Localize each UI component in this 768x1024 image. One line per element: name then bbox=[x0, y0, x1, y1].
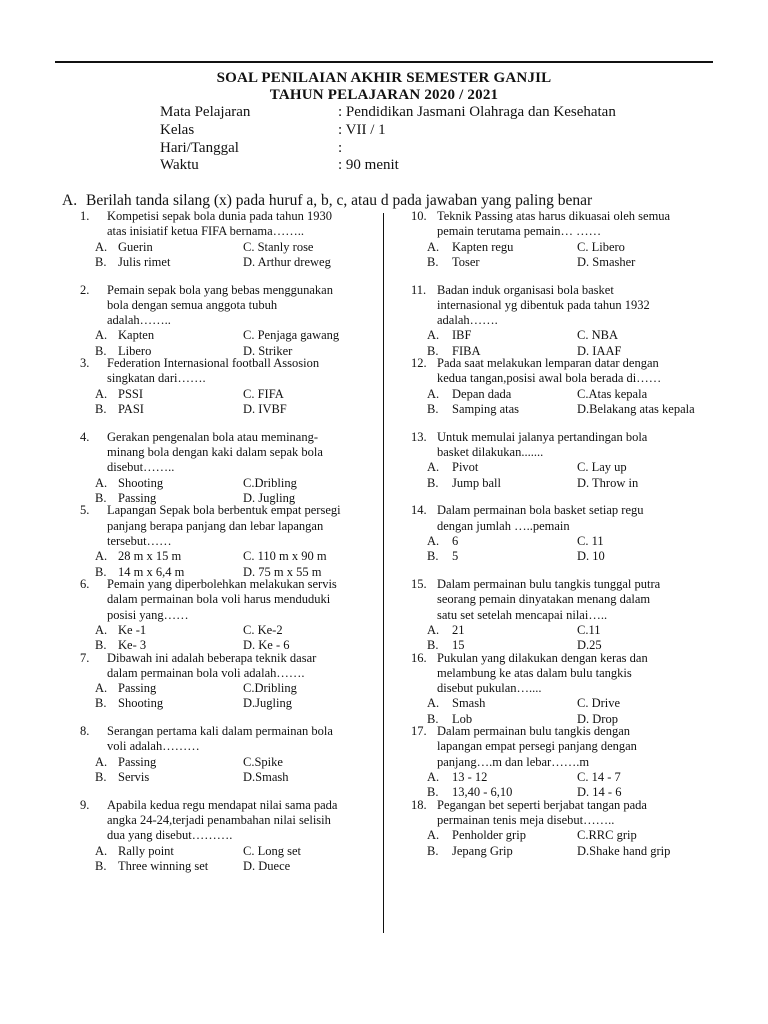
option-key-a: A. bbox=[427, 386, 440, 401]
option-a: 13 - 12 bbox=[452, 770, 488, 785]
question-text-line bbox=[80, 313, 374, 328]
option-key-b: B. bbox=[95, 638, 107, 653]
question-item bbox=[80, 283, 374, 357]
question-text-line bbox=[80, 798, 374, 813]
option-b: Lob bbox=[452, 711, 473, 726]
option-row-a bbox=[411, 328, 717, 343]
question-text: Pada saat melakukan lemparan datar dengan bbox=[437, 356, 659, 371]
option-a: Ke -1 bbox=[118, 622, 147, 637]
option-c: C.Spike bbox=[243, 754, 283, 769]
option-c: C.Dribling bbox=[243, 475, 297, 490]
question-item bbox=[80, 356, 374, 430]
option-key-a: A. bbox=[427, 622, 440, 637]
option-b: Passing bbox=[118, 490, 157, 505]
question-text-line bbox=[411, 356, 717, 371]
option-a: 6 bbox=[452, 533, 459, 548]
question-text-line bbox=[411, 813, 717, 828]
option-c: C. Lay up bbox=[577, 460, 627, 475]
option-row-a bbox=[411, 387, 717, 402]
question-text-line bbox=[411, 445, 717, 460]
option-row-a bbox=[80, 755, 374, 770]
question-text: Serangan pertama kali dalam permainan bola bbox=[107, 724, 333, 739]
question-item bbox=[80, 724, 374, 798]
question-text-line bbox=[80, 356, 374, 371]
option-c: C. Penjaga gawang bbox=[243, 328, 340, 343]
question-text: permainan tenis meja disebut…….. bbox=[437, 813, 615, 828]
option-d: D.Belakang atas kepala bbox=[577, 402, 695, 417]
question-text-line bbox=[411, 430, 717, 445]
question-text-line bbox=[80, 283, 374, 298]
option-d: D.Shake hand grip bbox=[577, 843, 671, 858]
question-number: 10. bbox=[411, 209, 427, 223]
option-b: Servis bbox=[118, 770, 150, 785]
question-text: seorang pemain dinyatakan menang dalam bbox=[437, 592, 651, 607]
option-a: Penholder grip bbox=[452, 828, 526, 843]
option-row-a bbox=[80, 328, 374, 343]
option-key-a: A. bbox=[427, 460, 440, 475]
question-item bbox=[411, 283, 717, 357]
exam-title: SOAL PENILAIAN AKHIR SEMESTER GANJIL bbox=[216, 70, 552, 86]
question-text-line bbox=[80, 828, 374, 843]
question-text-line bbox=[80, 209, 374, 224]
question-item bbox=[80, 503, 374, 577]
question-number: 3. bbox=[80, 356, 90, 371]
option-b: Jepang Grip bbox=[452, 843, 513, 858]
question-text: disebut…….. bbox=[107, 460, 175, 475]
question-text: angka 24-24,terjadi penambahan nilai selisih bbox=[107, 813, 331, 828]
option-c: C.Dribling bbox=[243, 681, 297, 696]
option-row-a bbox=[80, 623, 374, 638]
question-text-line bbox=[411, 666, 717, 681]
question-text-line bbox=[411, 755, 717, 770]
option-b: Libero bbox=[118, 343, 152, 358]
option-c: C.Atas kepala bbox=[577, 386, 648, 401]
option-key-b: B. bbox=[427, 475, 439, 490]
option-key-b: B. bbox=[95, 696, 107, 711]
question-item bbox=[411, 798, 717, 872]
option-d: D.25 bbox=[577, 638, 602, 653]
question-text: Pukulan yang dilakukan dengan keras dan bbox=[437, 650, 648, 665]
option-a: Pivot bbox=[452, 460, 479, 475]
question-text: Dibawah ini adalah beberapa teknik dasar bbox=[107, 650, 317, 665]
question-text-line bbox=[80, 503, 374, 518]
option-a: 21 bbox=[452, 622, 465, 637]
option-b: Shooting bbox=[118, 696, 164, 711]
section-instruction bbox=[62, 192, 592, 210]
option-key-b: B. bbox=[95, 343, 107, 358]
option-row-a bbox=[411, 623, 717, 638]
option-a: Passing bbox=[118, 681, 157, 696]
option-d: D. Jugling bbox=[243, 490, 296, 505]
option-key-a: A. bbox=[95, 754, 108, 769]
question-text: voli adalah……… bbox=[107, 739, 200, 754]
option-a: Passing bbox=[118, 754, 157, 769]
question-text: Apabila kedua regu mendapat nilai sama pada bbox=[107, 797, 338, 812]
question-number: 7. bbox=[80, 650, 90, 665]
option-key-b: B. bbox=[95, 770, 107, 785]
option-key-b: B. bbox=[95, 858, 107, 873]
option-key-a: A. bbox=[427, 828, 440, 843]
option-a: PSSI bbox=[118, 386, 144, 401]
option-key-b: B. bbox=[427, 402, 439, 417]
question-number: 11. bbox=[411, 282, 427, 297]
option-d: D. IAAF bbox=[577, 343, 622, 358]
question-text-line bbox=[80, 666, 374, 681]
option-key-b: B. bbox=[427, 711, 439, 726]
option-row-a bbox=[80, 549, 374, 564]
option-a: 28 m x 15 m bbox=[118, 549, 182, 564]
question-text: Kompetisi sepak bola dunia pada tahun 1930 bbox=[107, 209, 332, 223]
option-row-a bbox=[411, 696, 717, 711]
question-text-line bbox=[80, 592, 374, 607]
question-text-line bbox=[411, 798, 717, 813]
question-text-line bbox=[411, 681, 717, 696]
question-text: melambung ke atas dalam bulu tangkis bbox=[437, 665, 632, 680]
option-key-a: A. bbox=[427, 239, 440, 254]
option-d: D. Smasher bbox=[577, 254, 636, 269]
option-row-b bbox=[80, 696, 374, 711]
option-c: C. Stanly rose bbox=[243, 239, 314, 254]
question-text: dua yang disebut………. bbox=[107, 828, 233, 843]
question-text: dalam permainan bola voli harus menduduki bbox=[107, 592, 331, 607]
top-rule bbox=[55, 61, 713, 63]
question-text: Untuk memulai jalanya pertandingan bola bbox=[437, 429, 648, 444]
question-text-line bbox=[411, 209, 717, 224]
exam-year: TAHUN PELAJARAN 2020 / 2021 bbox=[269, 87, 499, 103]
question-text: Pemain yang diperbolehkan melakukan servis bbox=[107, 576, 337, 591]
option-b: Jump ball bbox=[452, 475, 501, 490]
question-text: panjang berapa panjang dan lebar lapangan bbox=[107, 518, 324, 533]
option-row-a bbox=[80, 844, 374, 859]
question-text: adalah…….. bbox=[107, 313, 171, 328]
instruction-text: Berilah tanda silang (x) pada huruf a, b, c, atau d pada jawaban yang paling benar bbox=[86, 192, 593, 209]
question-text-line bbox=[80, 460, 374, 475]
option-a: Shooting bbox=[118, 475, 164, 490]
question-text-line bbox=[80, 739, 374, 754]
option-key-b: B. bbox=[427, 343, 439, 358]
section-letter: A. bbox=[62, 192, 78, 209]
question-text: singkatan dari……. bbox=[107, 371, 206, 386]
question-text: Dalam permainan bulu tangkis dengan bbox=[437, 724, 630, 739]
question-text: bola dengan semua anggota tubuh bbox=[107, 297, 278, 312]
option-d: D. Striker bbox=[243, 343, 293, 358]
question-item bbox=[411, 356, 717, 430]
question-text-line bbox=[411, 519, 717, 534]
option-b: 14 m x 6,4 m bbox=[118, 564, 185, 579]
option-d: D. 75 m x 55 m bbox=[243, 564, 322, 579]
question-text-line bbox=[411, 608, 717, 623]
question-text-line bbox=[411, 592, 717, 607]
question-text: panjang….m dan lebar…….m bbox=[437, 754, 590, 769]
option-row-a bbox=[411, 770, 717, 785]
question-text-line bbox=[80, 608, 374, 623]
question-text: dengan jumlah …..pemain bbox=[437, 518, 570, 533]
option-key-a: A. bbox=[427, 696, 440, 711]
option-key-a: A. bbox=[95, 549, 108, 564]
option-c: C. Ke-2 bbox=[243, 622, 283, 637]
question-text-line bbox=[411, 371, 717, 386]
info-value: : Pendidikan Jasmani Olahraga dan Kesehatan bbox=[338, 104, 616, 120]
question-text: Dalam permainan bola basket setiap regu bbox=[437, 503, 644, 518]
question-text-line bbox=[80, 298, 374, 313]
option-key-a: A. bbox=[95, 681, 108, 696]
option-d: D. 10 bbox=[577, 549, 605, 564]
question-number: 18. bbox=[411, 797, 427, 812]
question-text-line bbox=[80, 577, 374, 592]
option-d: D. Duece bbox=[243, 858, 291, 873]
option-b: Toser bbox=[452, 254, 480, 269]
question-item bbox=[80, 577, 374, 651]
question-text: Pegangan bet seperti berjabat tangan pada bbox=[437, 797, 647, 812]
question-item bbox=[80, 430, 374, 504]
option-key-b: B. bbox=[427, 638, 439, 653]
question-number: 13. bbox=[411, 429, 427, 444]
option-row-a bbox=[411, 240, 717, 255]
option-key-a: A. bbox=[95, 328, 108, 343]
option-key-b: B. bbox=[95, 490, 107, 505]
option-row-b bbox=[411, 402, 717, 417]
question-text: Dalam permainan bulu tangkis tunggal putra bbox=[437, 576, 661, 591]
question-text: kedua tangan,posisi awal bola berada di…… bbox=[437, 371, 662, 386]
option-b: Samping atas bbox=[452, 402, 520, 417]
option-c: C. 14 - 7 bbox=[577, 770, 621, 785]
option-key-b: B. bbox=[427, 785, 439, 800]
question-text: basket dilakukan....... bbox=[437, 445, 544, 460]
option-b: Julis rimet bbox=[118, 254, 171, 269]
option-a: Rally point bbox=[118, 843, 174, 858]
option-key-b: B. bbox=[427, 843, 439, 858]
question-number: 4. bbox=[80, 429, 90, 444]
option-a: Depan dada bbox=[452, 386, 512, 401]
question-item bbox=[80, 209, 374, 283]
question-number: 16. bbox=[411, 650, 427, 665]
question-text: atas inisiatif ketua FIFA bernama…….. bbox=[107, 224, 304, 239]
option-b: 13,40 - 6,10 bbox=[452, 785, 513, 800]
question-item bbox=[411, 651, 717, 725]
option-d: D. Arthur dreweg bbox=[243, 254, 331, 269]
option-key-a: A. bbox=[427, 770, 440, 785]
question-text: disebut pukulan….... bbox=[437, 681, 542, 696]
question-item bbox=[411, 724, 717, 798]
option-key-a: A. bbox=[95, 386, 108, 401]
option-row-b bbox=[411, 476, 717, 491]
option-d: D.Smash bbox=[243, 770, 289, 785]
question-text: internasional yg dibentuk pada tahun 1932 bbox=[437, 297, 650, 312]
option-b: FIBA bbox=[452, 343, 481, 358]
option-row-a bbox=[80, 240, 374, 255]
question-text: Federation Internasional football Assosion bbox=[107, 356, 320, 371]
info-label: Kelas bbox=[160, 122, 195, 138]
option-c: C. Libero bbox=[577, 239, 625, 254]
option-c: C.RRC grip bbox=[577, 828, 637, 843]
question-text-line bbox=[80, 371, 374, 386]
option-d: D. 14 - 6 bbox=[577, 785, 622, 800]
option-a: Guerin bbox=[118, 239, 153, 254]
question-text: dalam permainan bola voli adalah……. bbox=[107, 665, 305, 680]
question-text: Pemain sepak bola yang bebas menggunakan bbox=[107, 282, 333, 297]
option-row-b bbox=[80, 859, 374, 874]
question-number: 8. bbox=[80, 724, 90, 739]
option-row-b bbox=[80, 402, 374, 417]
option-b: 15 bbox=[452, 638, 465, 653]
option-row-a bbox=[411, 534, 717, 549]
info-label: Mata Pelajaran bbox=[160, 104, 251, 120]
option-row-b bbox=[411, 549, 717, 564]
question-item bbox=[411, 503, 717, 577]
option-c: C. FIFA bbox=[243, 386, 284, 401]
option-c: C. NBA bbox=[577, 328, 618, 343]
questions-left-column bbox=[80, 209, 374, 871]
option-d: D. Drop bbox=[577, 711, 618, 726]
option-c: C. 11 bbox=[577, 533, 604, 548]
option-a: Kapten regu bbox=[452, 239, 514, 254]
option-d: D. IVBF bbox=[243, 402, 287, 417]
question-number: 12. bbox=[411, 356, 427, 371]
option-b: Ke- 3 bbox=[118, 638, 147, 653]
option-d: D. Ke - 6 bbox=[243, 638, 290, 653]
question-item bbox=[80, 651, 374, 725]
option-key-a: A. bbox=[95, 622, 108, 637]
info-value: : bbox=[338, 140, 343, 156]
option-b: PASI bbox=[118, 402, 144, 417]
option-key-a: A. bbox=[95, 843, 108, 858]
question-text-line bbox=[80, 519, 374, 534]
question-number: 6. bbox=[80, 576, 90, 591]
question-number: 15. bbox=[411, 576, 427, 591]
option-row-a bbox=[80, 476, 374, 491]
question-text-line bbox=[411, 224, 717, 239]
question-text: minang bola dengan kaki dalam sepak bola bbox=[107, 445, 323, 460]
column-divider bbox=[383, 213, 384, 933]
info-label: Waktu bbox=[160, 157, 199, 173]
question-text-line bbox=[411, 739, 717, 754]
option-a: IBF bbox=[452, 328, 472, 343]
question-text: pemain terutama pemain… …… bbox=[437, 224, 602, 239]
option-d: D. Throw in bbox=[577, 475, 639, 490]
question-text-line bbox=[411, 283, 717, 298]
option-key-b: B. bbox=[427, 549, 439, 564]
question-text-line bbox=[80, 651, 374, 666]
questions-right-column bbox=[411, 209, 717, 871]
option-key-a: A. bbox=[427, 328, 440, 343]
option-a: Kapten bbox=[118, 328, 155, 343]
question-text: posisi yang…… bbox=[107, 607, 189, 622]
question-text: satu set setelah mencapai nilai….. bbox=[437, 607, 608, 622]
option-row-b bbox=[80, 255, 374, 270]
question-text-line bbox=[411, 313, 717, 328]
option-key-b: B. bbox=[95, 254, 107, 269]
question-item bbox=[411, 430, 717, 504]
question-text-line bbox=[411, 651, 717, 666]
question-text-line bbox=[411, 577, 717, 592]
option-d: D.Jugling bbox=[243, 696, 292, 711]
question-text-line bbox=[411, 298, 717, 313]
option-row-a bbox=[411, 828, 717, 843]
option-row-b bbox=[411, 844, 717, 859]
info-value: : 90 menit bbox=[338, 157, 399, 173]
question-number: 14. bbox=[411, 503, 427, 518]
option-c: C. 110 m x 90 m bbox=[243, 549, 327, 564]
question-text-line bbox=[80, 724, 374, 739]
option-key-b: B. bbox=[95, 564, 107, 579]
question-number: 1. bbox=[80, 209, 90, 223]
option-row-b bbox=[411, 255, 717, 270]
option-c: C. Long set bbox=[243, 843, 301, 858]
question-item bbox=[411, 577, 717, 651]
option-row-a bbox=[80, 681, 374, 696]
question-text-line bbox=[80, 534, 374, 549]
question-number: 2. bbox=[80, 282, 90, 297]
option-c: C. Drive bbox=[577, 696, 621, 711]
question-text: Teknik Passing atas harus dikuasai oleh semua bbox=[437, 209, 671, 223]
question-text-line bbox=[80, 430, 374, 445]
question-text: Badan induk organisasi bola basket bbox=[437, 282, 614, 297]
question-number: 5. bbox=[80, 503, 90, 518]
question-text-line bbox=[80, 224, 374, 239]
option-key-a: A. bbox=[427, 533, 440, 548]
question-item bbox=[80, 798, 374, 872]
option-row-a bbox=[80, 387, 374, 402]
question-item bbox=[411, 209, 717, 283]
option-key-a: A. bbox=[95, 239, 108, 254]
question-text: Gerakan pengenalan bola atau meminang- bbox=[107, 429, 319, 444]
question-text: lapangan empat persegi panjang dengan bbox=[437, 739, 637, 754]
question-text: tersebut…… bbox=[107, 533, 172, 548]
option-key-a: A. bbox=[95, 475, 108, 490]
question-text-line bbox=[411, 503, 717, 518]
option-key-b: B. bbox=[427, 254, 439, 269]
question-text: adalah……. bbox=[437, 313, 498, 328]
option-row-b bbox=[80, 770, 374, 785]
question-text: Lapangan Sepak bola berbentuk empat persegi bbox=[107, 503, 341, 518]
option-c: C.11 bbox=[577, 622, 601, 637]
question-number: 9. bbox=[80, 797, 90, 812]
question-text-line bbox=[80, 813, 374, 828]
option-b: 5 bbox=[452, 549, 459, 564]
info-value: : VII / 1 bbox=[338, 122, 386, 138]
info-label: Hari/Tanggal bbox=[160, 140, 239, 156]
question-number: 17. bbox=[411, 724, 427, 739]
question-text-line bbox=[80, 445, 374, 460]
question-text-line bbox=[411, 724, 717, 739]
option-row-a bbox=[411, 460, 717, 475]
option-a: Smash bbox=[452, 696, 486, 711]
option-key-b: B. bbox=[95, 402, 107, 417]
option-b: Three winning set bbox=[118, 858, 209, 873]
